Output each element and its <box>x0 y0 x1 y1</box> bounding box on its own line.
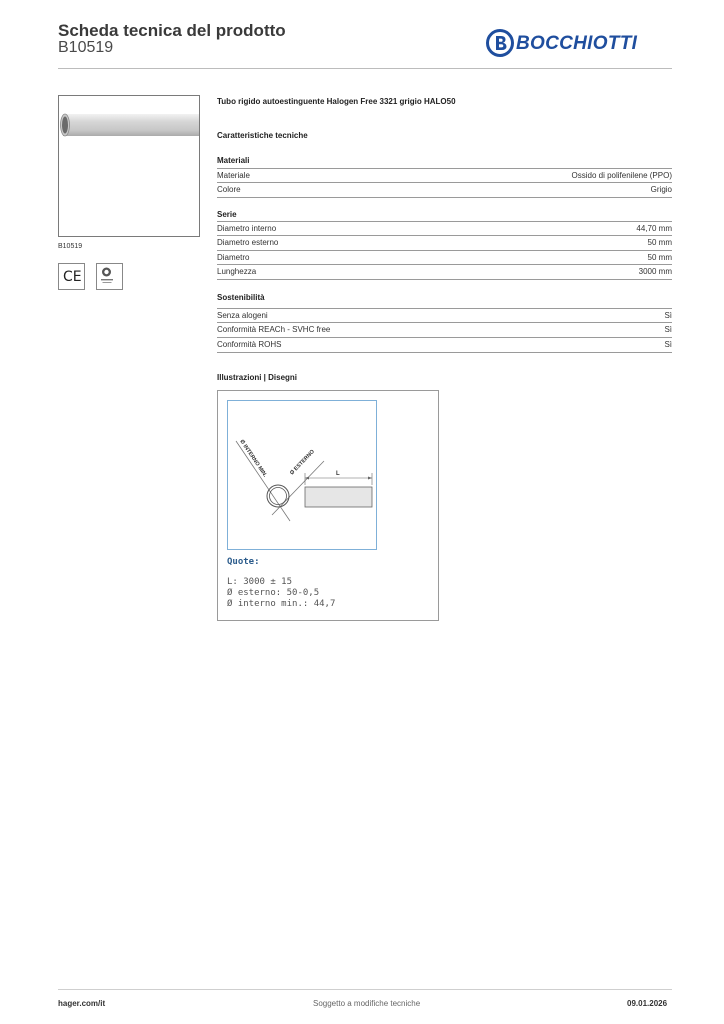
spec-row <box>217 264 672 278</box>
spec-label: Materiale <box>217 171 250 180</box>
halogen-free-icon <box>97 264 122 289</box>
page-title: Scheda tecnica del prodotto <box>58 21 286 40</box>
spec-label: Colore <box>217 185 241 194</box>
ce-mark-badge <box>58 263 85 290</box>
spec-label: Conformità ROHS <box>217 340 282 349</box>
dimension-length: L: 3000 ± 15 <box>227 577 293 587</box>
spec-value: 3000 mm <box>638 267 672 276</box>
spec-value: Sì <box>664 340 672 349</box>
section-divider <box>217 352 672 353</box>
product-photo <box>58 95 200 237</box>
spec-row <box>217 235 672 249</box>
spec-row <box>217 322 672 336</box>
ce-mark: CE <box>63 269 82 285</box>
spec-row <box>217 221 672 235</box>
photo-caption: B10519 <box>58 243 83 250</box>
spec-label: Conformità REACh - SVHC free <box>217 325 331 334</box>
spec-label: Diametro esterno <box>217 238 279 247</box>
spec-value: Grigio <box>650 185 672 194</box>
quote-title: Quote: <box>227 557 260 567</box>
dimension-outer: Ø esterno: 50-0,5 <box>227 588 320 598</box>
halogen-free-badge <box>96 263 123 290</box>
spec-label: Diametro interno <box>217 224 277 233</box>
brand-logo <box>486 29 666 59</box>
section-title-sostenibilita: Sostenibilità <box>217 293 265 302</box>
spec-value: 50 mm <box>647 253 672 262</box>
section-title-materiali: Materiali <box>217 156 250 165</box>
label-inner-diameter: Ø INTERNO MIN. <box>238 438 268 479</box>
illustrations-heading: Illustrazioni | Disegni <box>217 373 298 382</box>
product-name: Tubo rigido autoestinguente Halogen Free 3321 grigio HALO50 <box>217 97 456 106</box>
section-divider <box>217 279 672 280</box>
spec-label: Diametro <box>217 253 250 262</box>
spec-value: 50 mm <box>647 238 672 247</box>
tube-image <box>59 96 199 236</box>
spec-value: Sì <box>664 325 672 334</box>
spec-row <box>217 168 672 182</box>
spec-label: Senza alogeni <box>217 311 268 320</box>
dimension-inner: Ø interno min.: 44,7 <box>227 599 336 609</box>
brand-name: BOCCHIOTTI <box>516 33 638 54</box>
drawing-frame <box>227 400 377 550</box>
spec-label: Lunghezza <box>217 267 257 276</box>
footer-date: 09.01.2026 <box>627 999 668 1008</box>
spec-value: Ossido di polifenilene (PPO) <box>571 171 672 180</box>
footer-site-link[interactable]: hager.com/it <box>58 999 106 1008</box>
footer-note: Soggetto a modifiche tecniche <box>313 999 421 1008</box>
spec-row <box>217 337 672 351</box>
footer-divider <box>58 989 672 990</box>
spec-value: 44,70 mm <box>636 224 672 233</box>
tech-heading: Caratteristiche tecniche <box>217 131 308 140</box>
spec-row <box>217 308 672 322</box>
section-title-serie: Serie <box>217 210 237 219</box>
label-length: L <box>336 471 340 477</box>
header-divider <box>58 68 672 69</box>
spec-row <box>217 182 672 196</box>
spec-row <box>217 250 672 264</box>
section-divider <box>217 197 672 198</box>
tube-dimension-diagram <box>228 401 376 549</box>
spec-value: Sì <box>664 311 672 320</box>
label-outer-diameter: Ø ESTERNO <box>289 448 316 477</box>
brand-logo-icon <box>486 29 514 57</box>
product-code: B10519 <box>58 39 114 56</box>
